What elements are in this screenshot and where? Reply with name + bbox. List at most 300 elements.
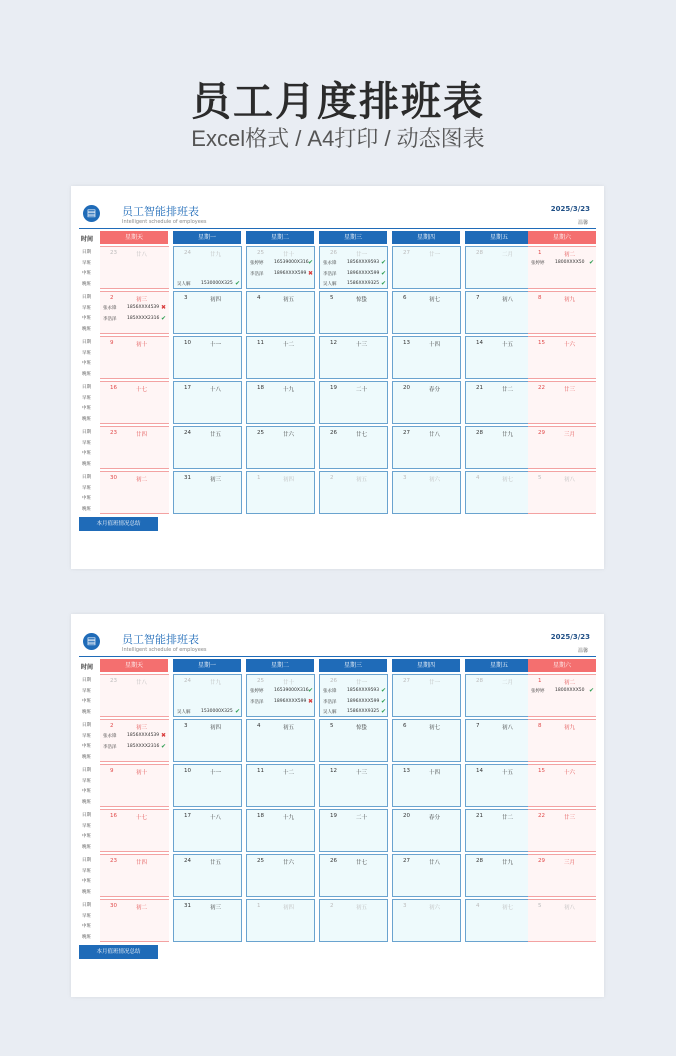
week-row bbox=[79, 764, 596, 809]
employee-phone: 1896XXXX599 bbox=[274, 698, 307, 704]
day-cell[interactable] bbox=[319, 764, 388, 807]
lunar-date: 初三 bbox=[210, 477, 222, 483]
day-cell[interactable] bbox=[173, 809, 242, 852]
shift-entry[interactable] bbox=[250, 270, 313, 278]
employee-phone: 185XXXX2316 bbox=[127, 315, 160, 321]
day-cell[interactable] bbox=[392, 381, 461, 424]
lunar-date: 廿五 bbox=[210, 432, 222, 438]
day-number: 1 bbox=[257, 903, 261, 909]
shift-entry[interactable] bbox=[103, 304, 166, 312]
lunar-date: 初四 bbox=[283, 905, 295, 911]
row-label: 中班 bbox=[82, 406, 91, 411]
day-cell[interactable] bbox=[173, 854, 242, 897]
monthly-summary-button[interactable]: 本月值班情况总结 bbox=[79, 945, 158, 959]
day-cell[interactable] bbox=[392, 899, 461, 942]
row-label: 晚班 bbox=[82, 934, 91, 940]
day-cell[interactable] bbox=[100, 426, 169, 469]
day-number: 10 bbox=[184, 340, 191, 346]
day-cell[interactable] bbox=[392, 336, 461, 379]
row-label: 早班 bbox=[82, 395, 91, 401]
lunar-date: 廿六 bbox=[283, 860, 295, 866]
day-cell[interactable] bbox=[100, 246, 169, 289]
shift-entry[interactable] bbox=[177, 708, 240, 716]
day-cell[interactable] bbox=[173, 899, 242, 942]
day-number: 2 bbox=[110, 723, 114, 729]
day-cell[interactable] bbox=[528, 764, 596, 807]
lunar-date: 初七 bbox=[429, 297, 441, 303]
day-cell[interactable] bbox=[319, 471, 388, 514]
day-number: 19 bbox=[330, 385, 337, 391]
day-number: 26 bbox=[330, 250, 337, 256]
day-number: 2 bbox=[110, 295, 114, 301]
row-labels bbox=[82, 766, 100, 808]
lunar-date: 初十 bbox=[136, 342, 148, 348]
row-labels bbox=[82, 676, 100, 718]
day-cell[interactable] bbox=[100, 291, 169, 334]
day-number: 16 bbox=[110, 385, 117, 391]
lunar-date: 二月 bbox=[502, 252, 514, 258]
row-label: 早班 bbox=[82, 350, 91, 356]
sheet-title: 员工智能排班表 bbox=[122, 633, 199, 646]
lunar-date: 十六 bbox=[564, 342, 576, 348]
day-cell[interactable] bbox=[100, 899, 169, 942]
day-cell[interactable] bbox=[319, 291, 388, 334]
lunar-date: 初二 bbox=[564, 680, 576, 686]
day-number: 16 bbox=[110, 813, 117, 819]
lunar-date: 初二 bbox=[136, 905, 148, 911]
row-label: 日期 bbox=[82, 430, 91, 435]
row-label: 早班 bbox=[82, 778, 91, 784]
day-cell[interactable] bbox=[319, 809, 388, 852]
day-number: 25 bbox=[257, 430, 264, 436]
day-number: 21 bbox=[476, 813, 483, 819]
weekday-header: 星期三 bbox=[319, 231, 387, 244]
weekday-header: 星期三 bbox=[319, 659, 387, 672]
check-icon: ✔ bbox=[380, 697, 386, 705]
row-label: 晚班 bbox=[82, 754, 91, 760]
day-cell[interactable] bbox=[173, 381, 242, 424]
check-icon: ✔ bbox=[380, 259, 386, 266]
check-icon: ✔ bbox=[307, 687, 313, 694]
shift-entry[interactable] bbox=[103, 315, 166, 323]
row-label: 晚班 bbox=[82, 889, 91, 895]
lunar-date: 廿四 bbox=[136, 432, 148, 438]
day-cell[interactable] bbox=[173, 471, 242, 514]
day-number: 5 bbox=[330, 295, 334, 301]
week-row bbox=[79, 899, 596, 944]
weekday-headers bbox=[100, 659, 597, 672]
lunar-date: 初五 bbox=[356, 477, 368, 483]
lunar-date: 十七 bbox=[136, 815, 148, 821]
lunar-date: 初八 bbox=[502, 725, 514, 731]
day-number: 4 bbox=[476, 903, 480, 909]
row-label: 早班 bbox=[82, 733, 91, 739]
employee-name: 张永锋 bbox=[323, 261, 337, 266]
header-divider bbox=[79, 228, 596, 229]
lunar-date: 初二 bbox=[564, 252, 576, 258]
day-number: 23 bbox=[110, 250, 117, 256]
day-number: 21 bbox=[476, 385, 483, 391]
day-cell[interactable] bbox=[246, 381, 315, 424]
day-cell[interactable] bbox=[392, 426, 461, 469]
row-label: 晚班 bbox=[82, 416, 91, 422]
shift-entry[interactable] bbox=[323, 259, 386, 267]
row-labels bbox=[82, 721, 100, 763]
check-icon: ✔ bbox=[380, 280, 386, 287]
day-number: 24 bbox=[184, 430, 191, 436]
shift-entry[interactable] bbox=[531, 687, 594, 695]
lunar-date: 十三 bbox=[356, 342, 368, 348]
day-cell[interactable] bbox=[392, 291, 461, 334]
day-number: 28 bbox=[476, 858, 483, 864]
day-number: 18 bbox=[257, 813, 264, 819]
day-cell[interactable] bbox=[100, 719, 169, 762]
day-number: 17 bbox=[184, 813, 191, 819]
lunar-date: 初三 bbox=[136, 725, 148, 731]
day-number: 2 bbox=[330, 475, 334, 481]
row-label: 晚班 bbox=[82, 709, 91, 715]
day-number: 6 bbox=[403, 295, 407, 301]
employee-name: 吴人解 bbox=[323, 710, 337, 715]
day-cell[interactable] bbox=[100, 336, 169, 379]
employee-name: 张婷婷 bbox=[250, 689, 264, 694]
weekday-header: 星期六 bbox=[528, 231, 596, 244]
day-cell[interactable] bbox=[173, 336, 242, 379]
row-label: 日期 bbox=[82, 340, 91, 345]
day-cell[interactable] bbox=[319, 246, 388, 289]
row-labels bbox=[82, 383, 100, 425]
lunar-date: 廿八 bbox=[429, 432, 441, 438]
row-label: 晚班 bbox=[82, 799, 91, 805]
day-cell[interactable] bbox=[528, 246, 596, 289]
week-row bbox=[79, 336, 596, 381]
day-number: 3 bbox=[184, 295, 188, 301]
day-cell[interactable] bbox=[319, 674, 388, 717]
row-label: 中班 bbox=[82, 699, 91, 704]
day-cell[interactable] bbox=[465, 674, 534, 717]
employee-phone: 1530000X325 bbox=[201, 709, 233, 714]
lunar-date: 廿二 bbox=[502, 815, 514, 821]
day-cell[interactable] bbox=[100, 471, 169, 514]
week-row bbox=[79, 471, 596, 516]
day-number: 23 bbox=[110, 858, 117, 864]
lunar-date: 廿十 bbox=[283, 680, 295, 686]
shift-entry[interactable] bbox=[323, 280, 386, 288]
lunar-date: 初八 bbox=[564, 905, 576, 911]
lunar-date: 二十 bbox=[356, 815, 368, 821]
day-cell[interactable] bbox=[173, 246, 242, 289]
clipboard-icon: ▤ bbox=[83, 205, 100, 222]
weekday-header: 星期六 bbox=[528, 659, 596, 672]
row-label: 日期 bbox=[82, 723, 91, 728]
shift-entry[interactable] bbox=[323, 708, 386, 716]
lunar-date: 廿八 bbox=[136, 680, 148, 686]
lunar-date: 廿一 bbox=[356, 252, 368, 258]
day-cell[interactable] bbox=[319, 426, 388, 469]
employee-name: 吴人解 bbox=[177, 710, 191, 715]
day-cell[interactable] bbox=[246, 336, 315, 379]
day-cell[interactable] bbox=[392, 674, 461, 717]
shift-entry[interactable] bbox=[177, 280, 240, 288]
day-number: 27 bbox=[403, 858, 410, 864]
lunar-date: 十三 bbox=[356, 770, 368, 776]
weekday-headers bbox=[100, 231, 597, 244]
lunar-date: 廿一 bbox=[429, 680, 441, 686]
week-row bbox=[79, 246, 596, 291]
day-cell[interactable] bbox=[465, 381, 534, 424]
day-cell[interactable] bbox=[392, 764, 461, 807]
employee-name: 张婷婷 bbox=[250, 261, 264, 266]
day-cell[interactable] bbox=[246, 471, 315, 514]
sheet-subtitle-en: Intelligent schedule of employees bbox=[122, 219, 207, 225]
day-cell[interactable] bbox=[246, 674, 315, 717]
day-number: 27 bbox=[403, 430, 410, 436]
day-cell[interactable] bbox=[100, 381, 169, 424]
day-number: 26 bbox=[330, 430, 337, 436]
employee-name: 李浩泽 bbox=[103, 744, 117, 750]
day-cell[interactable] bbox=[465, 291, 534, 334]
shift-entry[interactable] bbox=[250, 698, 313, 706]
lunar-date: 初六 bbox=[429, 477, 441, 483]
day-cell[interactable] bbox=[528, 291, 596, 334]
week-row bbox=[79, 809, 596, 854]
employee-phone: 1856XXX9593 bbox=[347, 260, 380, 265]
day-cell[interactable] bbox=[319, 336, 388, 379]
shift-entry[interactable] bbox=[103, 732, 166, 740]
shift-entry[interactable] bbox=[323, 698, 386, 706]
day-cell[interactable] bbox=[173, 291, 242, 334]
employee-name: 张婷婷 bbox=[531, 689, 545, 694]
employee-name: 李浩泽 bbox=[250, 699, 264, 705]
day-cell[interactable] bbox=[246, 899, 315, 942]
day-number: 3 bbox=[403, 903, 407, 909]
day-cell[interactable] bbox=[465, 899, 534, 942]
day-cell[interactable] bbox=[319, 899, 388, 942]
lunar-date: 十八 bbox=[210, 387, 222, 393]
day-number: 24 bbox=[184, 250, 191, 256]
day-number: 14 bbox=[476, 768, 483, 774]
row-labels bbox=[82, 293, 100, 335]
lunar-date: 廿十 bbox=[283, 252, 295, 258]
employee-name: 李浩泽 bbox=[103, 316, 117, 322]
row-labels bbox=[82, 473, 100, 515]
cross-icon: ✖ bbox=[160, 732, 166, 739]
row-label: 中班 bbox=[82, 834, 91, 839]
day-cell[interactable] bbox=[528, 899, 596, 942]
day-cell[interactable] bbox=[319, 854, 388, 897]
day-cell[interactable] bbox=[100, 809, 169, 852]
day-cell[interactable] bbox=[173, 764, 242, 807]
day-cell[interactable] bbox=[246, 291, 315, 334]
day-cell[interactable] bbox=[246, 854, 315, 897]
lunar-date: 廿六 bbox=[283, 432, 295, 438]
day-number: 15 bbox=[538, 340, 545, 346]
lunar-date: 十九 bbox=[283, 387, 295, 393]
lunar-date: 廿五 bbox=[210, 860, 222, 866]
day-number: 28 bbox=[476, 250, 483, 256]
lunar-date: 初七 bbox=[429, 725, 441, 731]
day-cell[interactable] bbox=[246, 426, 315, 469]
lunar-date: 廿四 bbox=[136, 860, 148, 866]
lunar-date: 廿二 bbox=[502, 387, 514, 393]
day-cell[interactable] bbox=[465, 854, 534, 897]
row-labels bbox=[82, 856, 100, 898]
employee-phone: 185XXXX2316 bbox=[127, 743, 160, 749]
schedule-sheet-2 bbox=[71, 614, 604, 997]
shift-entry[interactable] bbox=[323, 270, 386, 278]
day-number: 28 bbox=[476, 678, 483, 684]
day-cell[interactable] bbox=[100, 764, 169, 807]
day-cell[interactable] bbox=[465, 471, 534, 514]
shift-entry[interactable] bbox=[250, 687, 313, 695]
day-cell[interactable] bbox=[465, 719, 534, 762]
employee-name: 张永锋 bbox=[103, 734, 117, 739]
day-cell[interactable] bbox=[465, 764, 534, 807]
employee-phone: 1856XXX4539 bbox=[127, 733, 160, 738]
lunar-date: 初三 bbox=[210, 905, 222, 911]
day-cell[interactable] bbox=[319, 719, 388, 762]
employee-phone: 1896XXXX599 bbox=[347, 698, 380, 704]
row-label: 晚班 bbox=[82, 506, 91, 512]
day-cell[interactable] bbox=[528, 809, 596, 852]
weekday-header: 星期一 bbox=[173, 659, 241, 672]
day-number: 6 bbox=[403, 723, 407, 729]
lunar-date: 十五 bbox=[502, 770, 514, 776]
employee-phone: 1896XXXX599 bbox=[274, 270, 307, 276]
check-icon: ✔ bbox=[160, 314, 166, 322]
day-cell[interactable] bbox=[392, 471, 461, 514]
day-cell[interactable] bbox=[528, 381, 596, 424]
day-cell[interactable] bbox=[173, 719, 242, 762]
day-cell[interactable] bbox=[100, 854, 169, 897]
lunar-date: 初五 bbox=[283, 725, 295, 731]
sheet-note: 温馨 bbox=[577, 648, 588, 654]
row-label: 日期 bbox=[82, 475, 91, 480]
weekday-header: 星期二 bbox=[246, 231, 314, 244]
day-number: 25 bbox=[257, 250, 264, 256]
employee-phone: 16539000X316 bbox=[274, 688, 309, 693]
day-cell[interactable] bbox=[246, 246, 315, 289]
employee-name: 张永锋 bbox=[323, 689, 337, 694]
day-number: 13 bbox=[403, 340, 410, 346]
day-cell[interactable] bbox=[246, 809, 315, 852]
shift-entry[interactable] bbox=[531, 259, 594, 267]
row-label: 中班 bbox=[82, 316, 91, 321]
week-row bbox=[79, 674, 596, 719]
cross-icon: ✖ bbox=[160, 304, 166, 311]
lunar-date: 初四 bbox=[210, 297, 222, 303]
lunar-date: 初七 bbox=[502, 905, 514, 911]
lunar-date: 三月 bbox=[564, 432, 576, 438]
lunar-date: 初三 bbox=[136, 297, 148, 303]
day-cell[interactable] bbox=[528, 426, 596, 469]
day-number: 24 bbox=[184, 678, 191, 684]
lunar-date: 初八 bbox=[564, 477, 576, 483]
shift-entry[interactable] bbox=[250, 259, 313, 267]
row-label: 日期 bbox=[82, 858, 91, 863]
day-number: 23 bbox=[110, 678, 117, 684]
monthly-summary-button[interactable]: 本月值班情况总结 bbox=[79, 517, 158, 531]
day-number: 27 bbox=[403, 250, 410, 256]
clipboard-icon: ▤ bbox=[83, 633, 100, 650]
day-cell[interactable] bbox=[319, 381, 388, 424]
row-label: 晚班 bbox=[82, 371, 91, 377]
cross-icon: ✖ bbox=[307, 269, 313, 277]
day-cell[interactable] bbox=[528, 336, 596, 379]
row-label: 早班 bbox=[82, 440, 91, 446]
day-number: 15 bbox=[538, 768, 545, 774]
day-cell[interactable] bbox=[173, 426, 242, 469]
weekday-header: 星期天 bbox=[100, 659, 168, 672]
row-label: 日期 bbox=[82, 813, 91, 818]
day-cell[interactable] bbox=[392, 246, 461, 289]
day-cell[interactable] bbox=[465, 426, 534, 469]
employee-phone: 1856XXX4539 bbox=[127, 305, 160, 310]
day-cell[interactable] bbox=[392, 809, 461, 852]
day-number: 12 bbox=[330, 340, 337, 346]
day-cell[interactable] bbox=[246, 719, 315, 762]
hero-title: 员工月度排班表 bbox=[191, 79, 485, 125]
employee-phone: 1586XXX9325 bbox=[347, 281, 380, 286]
day-number: 2 bbox=[330, 903, 334, 909]
day-cell[interactable] bbox=[465, 336, 534, 379]
lunar-date: 十五 bbox=[502, 342, 514, 348]
employee-name: 张婷婷 bbox=[531, 261, 545, 266]
day-cell[interactable] bbox=[528, 471, 596, 514]
row-label: 中班 bbox=[82, 789, 91, 794]
day-cell[interactable] bbox=[528, 854, 596, 897]
lunar-date: 十四 bbox=[429, 342, 441, 348]
shift-entry[interactable] bbox=[103, 743, 166, 751]
day-cell[interactable] bbox=[528, 719, 596, 762]
day-cell[interactable] bbox=[392, 854, 461, 897]
week-row bbox=[79, 426, 596, 471]
weekday-header: 星期四 bbox=[392, 659, 460, 672]
employee-name: 李浩泽 bbox=[250, 271, 264, 277]
lunar-date: 初六 bbox=[429, 905, 441, 911]
lunar-date: 十九 bbox=[283, 815, 295, 821]
day-cell[interactable] bbox=[465, 809, 534, 852]
lunar-date: 廿九 bbox=[210, 252, 222, 258]
employee-name: 吴人解 bbox=[177, 282, 191, 287]
sheet-date: 2025/3/23 bbox=[550, 205, 590, 213]
lunar-date: 十二 bbox=[283, 770, 295, 776]
day-number: 3 bbox=[403, 475, 407, 481]
day-cell[interactable] bbox=[465, 246, 534, 289]
day-number: 8 bbox=[538, 723, 542, 729]
row-label: 中班 bbox=[82, 451, 91, 456]
row-labels bbox=[82, 338, 100, 380]
day-cell[interactable] bbox=[246, 764, 315, 807]
day-cell[interactable] bbox=[100, 674, 169, 717]
day-number: 26 bbox=[330, 678, 337, 684]
weekday-header: 星期五 bbox=[465, 231, 533, 244]
shift-entry[interactable] bbox=[323, 687, 386, 695]
row-label: 日期 bbox=[82, 903, 91, 908]
time-column-label: 时间 bbox=[81, 236, 94, 243]
day-number: 1 bbox=[538, 678, 542, 684]
day-cell[interactable] bbox=[173, 674, 242, 717]
row-label: 中班 bbox=[82, 361, 91, 366]
check-icon: ✔ bbox=[234, 708, 240, 715]
week-row bbox=[79, 854, 596, 899]
day-cell[interactable] bbox=[528, 674, 596, 717]
day-cell[interactable] bbox=[392, 719, 461, 762]
lunar-date: 初七 bbox=[502, 477, 514, 483]
row-label: 中班 bbox=[82, 879, 91, 884]
lunar-date: 十八 bbox=[210, 815, 222, 821]
time-column-label: 时间 bbox=[81, 664, 94, 671]
